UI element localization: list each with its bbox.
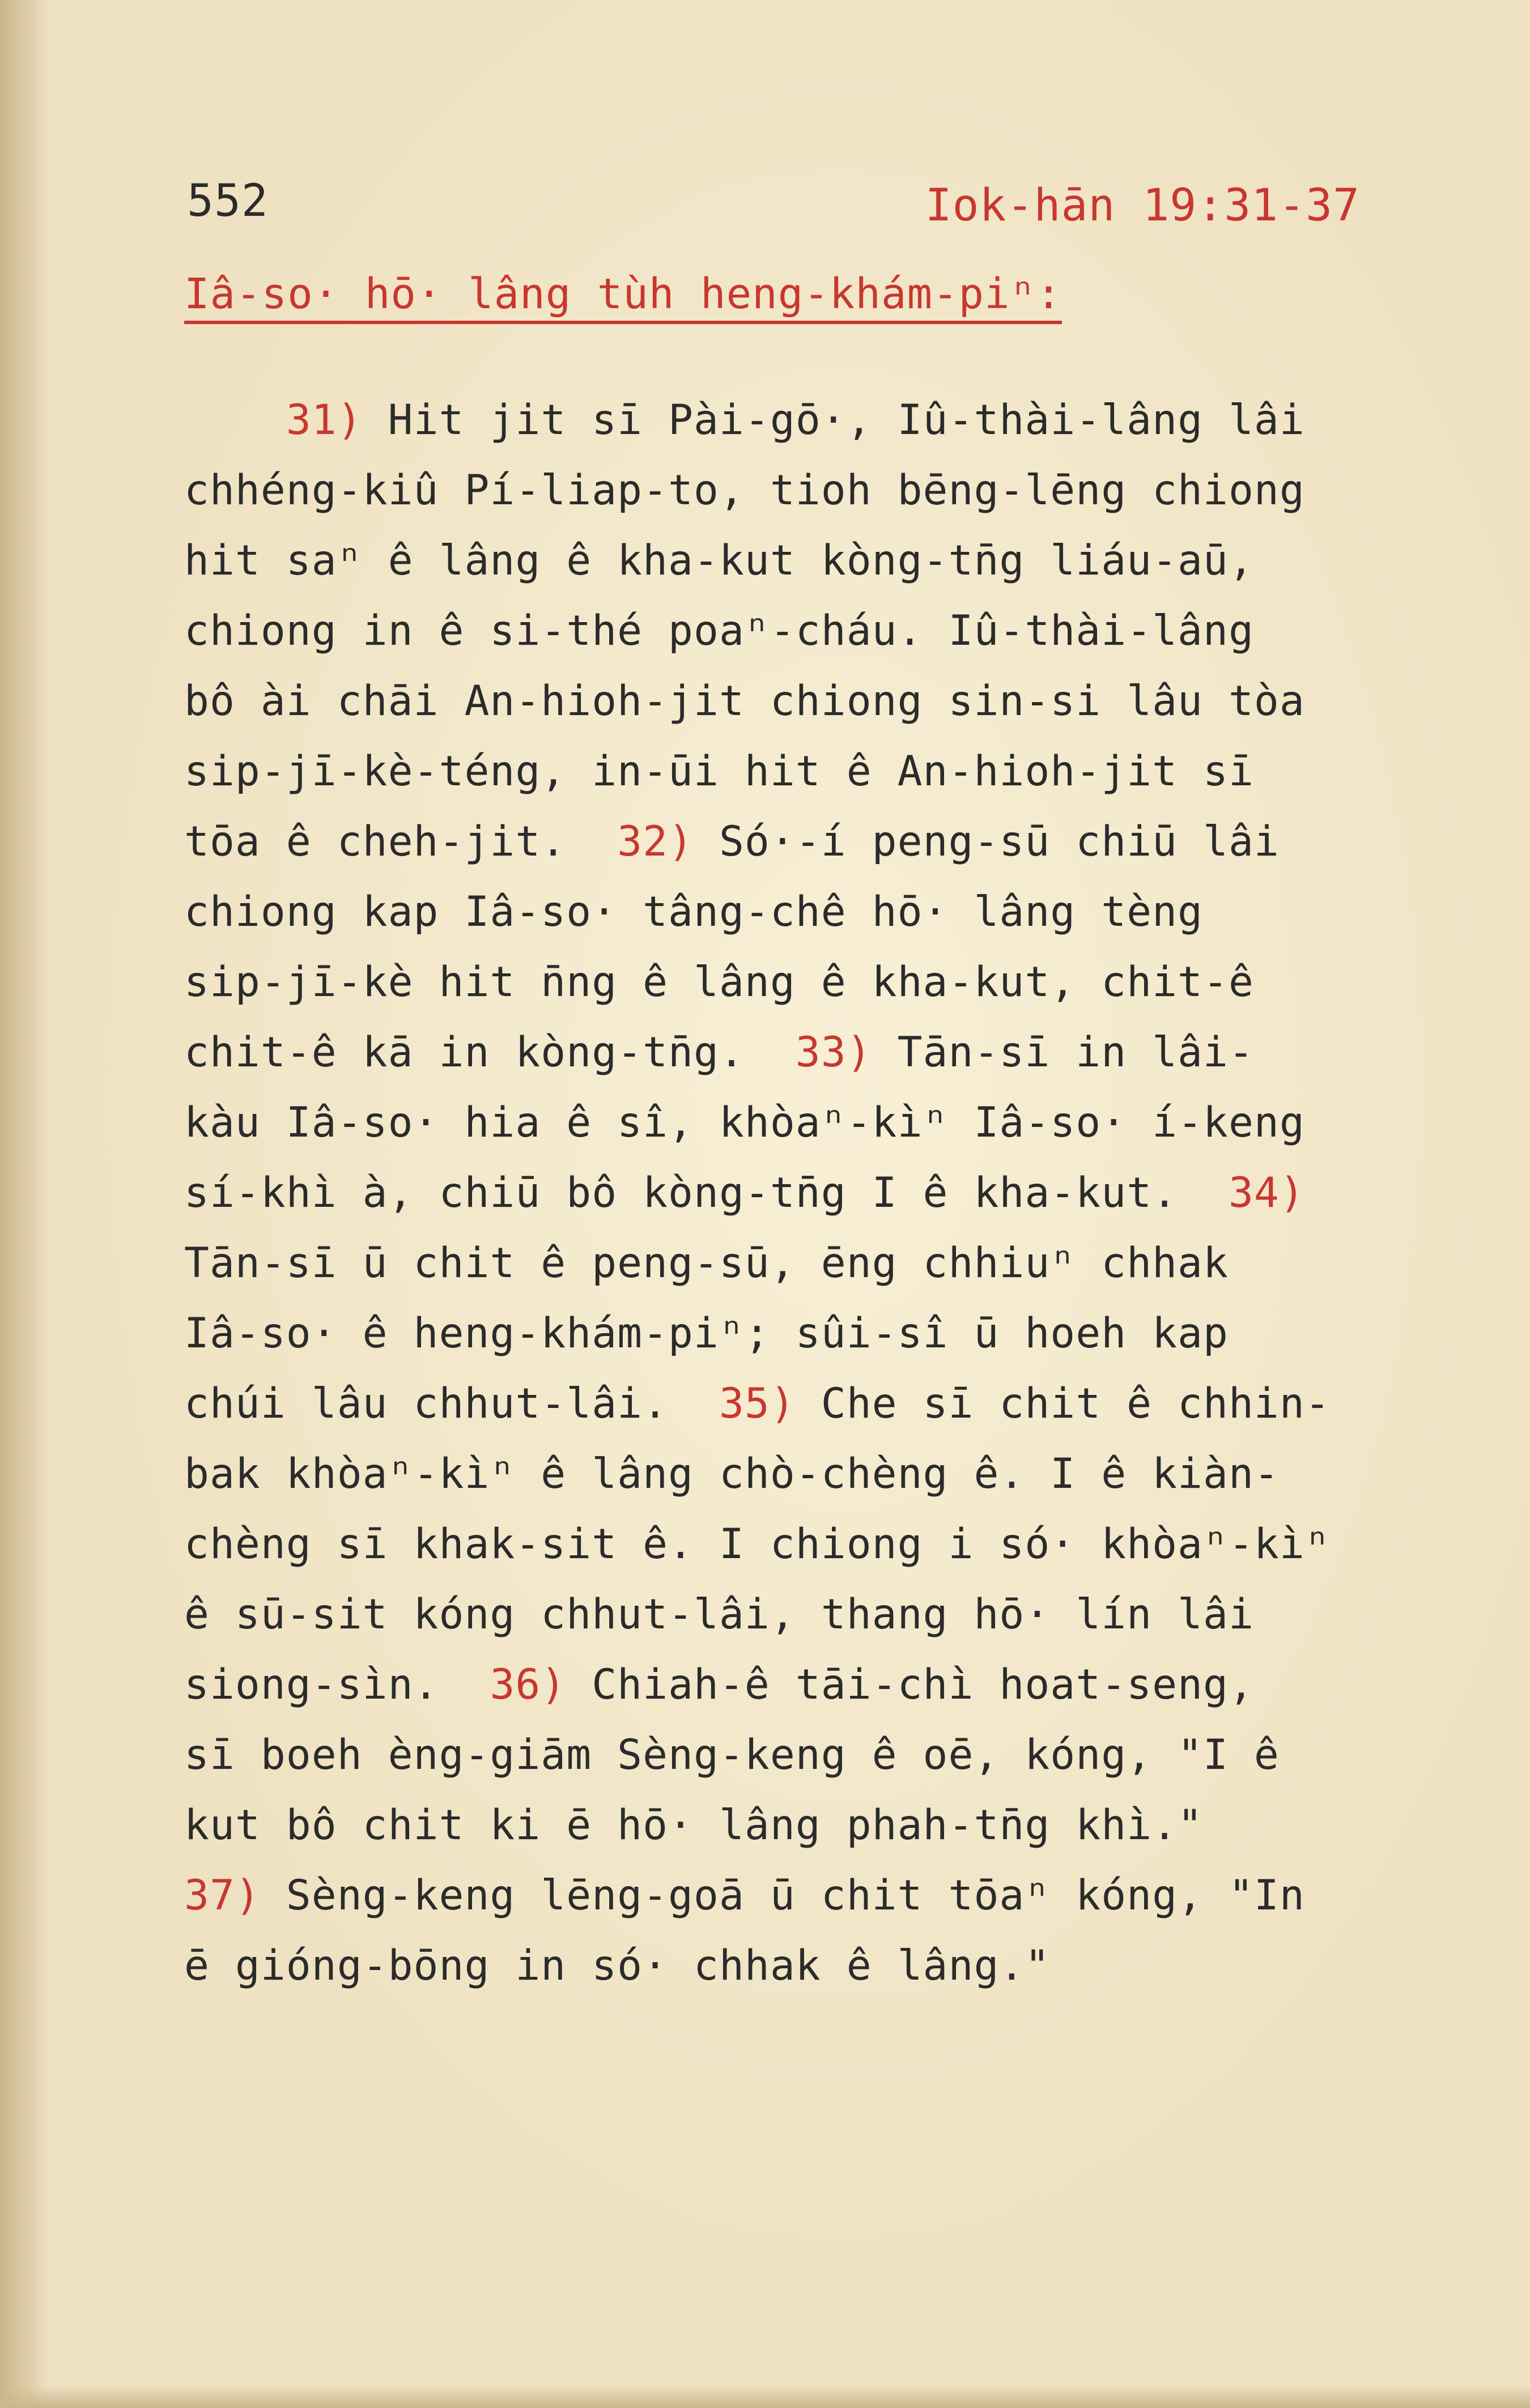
line-text: Chiah-ê tāi-chì hoat-seng, <box>566 1661 1254 1709</box>
page-number: 552 <box>187 176 269 227</box>
verse-number: 33) <box>795 1028 872 1077</box>
text-line <box>184 1720 1465 1790</box>
line-text: sí-khì à, chiū bô kòng-tn̄g I ê kha-kut. <box>184 1169 1229 1217</box>
verse-number: 32) <box>617 818 694 866</box>
line-text: hit saⁿ ê lâng ê kha-kut kòng-tn̄g liáu-aū, <box>184 537 1254 585</box>
line-text: Tān-sī in lâi- <box>872 1028 1254 1077</box>
text-line <box>184 385 1465 456</box>
line-text: chhéng-kiû Pí-liap-to, tioh bēng-lēng chiong <box>184 466 1305 514</box>
text-line <box>184 526 1465 596</box>
verse-number: 31) <box>286 396 363 444</box>
page-bottom-edge <box>0 2385 1530 2408</box>
verse-number: 35) <box>719 1380 796 1428</box>
line-text: bak khòaⁿ-kìⁿ ê lâng chò-chèng ê. I ê kiàn- <box>184 1450 1280 1498</box>
line-text: Sèng-keng lēng-goā ū chit tōaⁿ kóng, "In <box>260 1871 1305 1920</box>
line-text: chiong kap Iâ-so· tâng-chê hō· lâng tèng <box>184 888 1203 936</box>
line-text: ē gióng-bōng in só· chhak ê lâng." <box>184 1942 1051 1990</box>
text-line <box>184 1228 1465 1299</box>
line-text: Tān-sī ū chit ê peng-sū, ēng chhiuⁿ chhak <box>184 1239 1229 1287</box>
text-line <box>184 1299 1465 1369</box>
line-text: tōa ê cheh-jit. <box>184 818 618 866</box>
line-text: kàu Iâ-so· hia ê sî, khòaⁿ-kìⁿ Iâ-so· í-keng <box>184 1099 1305 1147</box>
line-text: chúi lâu chhut-lâi. <box>184 1380 719 1428</box>
line-text: Che sī chit ê chhin- <box>795 1380 1331 1428</box>
text-line <box>184 1931 1465 2001</box>
text-line <box>184 737 1465 807</box>
text-line <box>184 1088 1465 1158</box>
line-text: sip-jī-kè hit n̄ng ê lâng ê kha-kut, chit-ê <box>184 958 1254 1006</box>
line-text: ê sū-sit kóng chhut-lâi, thang hō· lín lâi <box>184 1590 1254 1639</box>
section-heading: Iâ-so· hō· lâng tùh heng-khám-piⁿ: <box>184 270 1062 324</box>
text-line <box>184 1790 1465 1861</box>
verse-number: 37) <box>184 1871 261 1920</box>
line-text <box>184 396 286 444</box>
text-line <box>184 1650 1465 1720</box>
line-text: sī boeh èng-giām Sèng-keng ê oē, kóng, "I ê <box>184 1731 1280 1779</box>
text-line <box>184 596 1465 666</box>
running-head: Iok-hān 19:31-37 <box>925 180 1360 231</box>
text-line <box>184 1369 1465 1439</box>
line-text: siong-sìn. <box>184 1661 490 1709</box>
line-text: chiong in ê si-thé poaⁿ-cháu. Iû-thài-lâng <box>184 607 1254 655</box>
line-text: Hit jit sī Pài-gō·, Iû-thài-lâng lâi <box>362 396 1305 444</box>
text-line <box>184 947 1465 1018</box>
text-line <box>184 1861 1465 1931</box>
text-line <box>184 1158 1465 1228</box>
line-text: kut bô chit ki ē hō· lâng phah-tn̄g khì." <box>184 1801 1203 1849</box>
text-line <box>184 1580 1465 1650</box>
line-text: bô ài chāi An-hioh-jit chiong sin-si lâu tòa <box>184 677 1305 725</box>
verse-number: 34) <box>1228 1169 1305 1217</box>
body-text <box>184 385 1465 2001</box>
line-text: Só·-í peng-sū chiū lâi <box>694 818 1280 866</box>
text-line <box>184 1018 1465 1088</box>
text-line <box>184 1509 1465 1580</box>
text-line <box>184 807 1465 877</box>
line-text: chit-ê kā in kòng-tn̄g. <box>184 1028 796 1077</box>
text-line <box>184 666 1465 737</box>
line-text: chèng sī khak-sit ê. I chiong i só· khòaⁿ-kìⁿ <box>184 1520 1331 1568</box>
text-line <box>184 456 1465 526</box>
text-line <box>184 1439 1465 1509</box>
line-text: Iâ-so· ê heng-khám-piⁿ; sûi-sî ū hoeh kap <box>184 1309 1229 1358</box>
page-left-edge <box>0 0 40 2408</box>
text-line <box>184 877 1465 947</box>
line-text: sip-jī-kè-téng, in-ūi hit ê An-hioh-jit sī <box>184 747 1254 795</box>
verse-number: 36) <box>490 1661 567 1709</box>
